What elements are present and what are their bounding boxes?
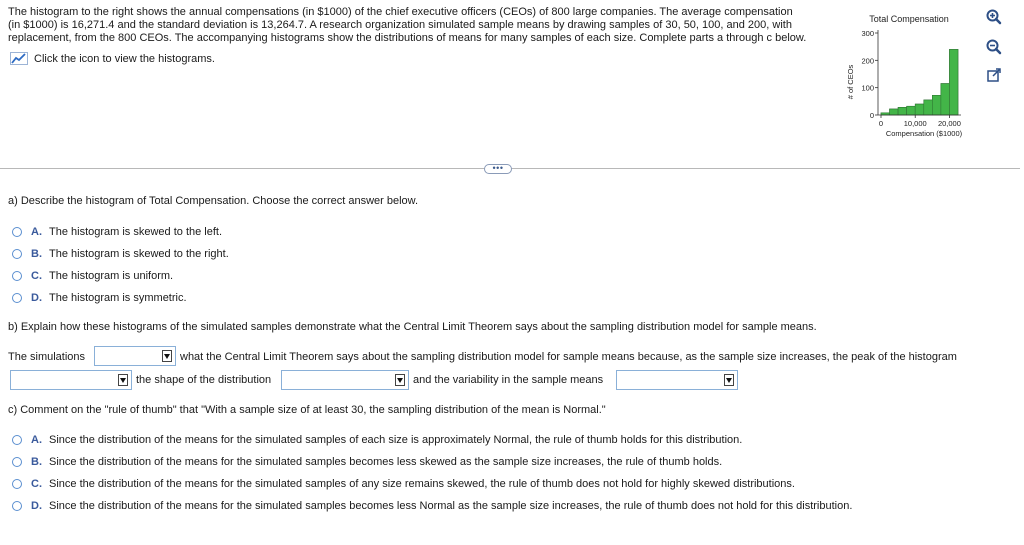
x-tick-label: 20,000 — [937, 119, 961, 128]
chart-xlabel: Compensation ($1000) — [885, 129, 963, 138]
expand-more-button[interactable] — [484, 164, 512, 174]
option-text: The histogram is symmetric. — [49, 292, 187, 304]
option-text: Since the distribution of the means for the simulated samples of any size remains skewed, the rule of thumb does not hold for highly skewed distributions. — [49, 478, 795, 490]
zoom-out-icon[interactable] — [985, 38, 1003, 56]
intro-line-2: (in $1000) is 16,271.4 and the standard deviation is 13,264.7. A research organization simulated sample means by drawing samples of 30, 50, 100, and 200, with — [8, 19, 792, 31]
histogram-bar — [915, 104, 924, 115]
option-letter: A. — [31, 226, 42, 238]
histogram-bar — [898, 107, 907, 115]
option-letter: B. — [31, 456, 42, 468]
part-a-option-c[interactable] — [12, 269, 173, 283]
option-letter: A. — [31, 434, 42, 446]
radio-button[interactable] — [12, 249, 22, 259]
dropdown-arrow-icon — [724, 374, 734, 386]
view-histograms-link[interactable] — [10, 52, 215, 65]
peak-dropdown[interactable] — [10, 370, 132, 390]
dropdown-arrow-icon — [118, 374, 128, 386]
variability-dropdown[interactable] — [616, 370, 738, 390]
y-tick-label: 0 — [869, 111, 874, 120]
histogram-bar — [932, 95, 941, 115]
option-letter: D. — [31, 292, 42, 304]
part-b-prefix: The simulations — [8, 351, 86, 363]
radio-button[interactable] — [12, 271, 22, 281]
part-b-question: b) Explain how these histograms of the simulated samples demonstrate what the Central Limit Theorem says about the sampling distribution model for sample means. — [8, 321, 817, 333]
chart-line-icon[interactable] — [10, 52, 28, 65]
option-text: The histogram is skewed to the right. — [49, 248, 229, 260]
radio-button[interactable] — [12, 435, 22, 445]
x-tick-label: 10,000 — [903, 119, 927, 128]
part-c-option-c[interactable] — [12, 477, 795, 491]
histogram-bar — [941, 84, 950, 115]
popout-icon[interactable] — [985, 66, 1003, 84]
part-b-shape-text: the shape of the distribution — [136, 374, 272, 386]
zoom-in-icon[interactable] — [985, 8, 1003, 26]
radio-button[interactable] — [12, 479, 22, 489]
dropdown-arrow-icon — [395, 374, 405, 386]
part-a-question: a) Describe the histogram of Total Compensation. Choose the correct answer below. — [8, 195, 419, 207]
option-text: Since the distribution of the means for the simulated samples becomes less skewed as the sample size increases, the rule of thumb holds. — [49, 456, 723, 468]
option-letter: C. — [31, 270, 42, 282]
option-letter: B. — [31, 248, 42, 260]
radio-button[interactable] — [12, 227, 22, 237]
part-c-option-b[interactable] — [12, 455, 722, 469]
histogram-bar — [890, 109, 899, 115]
shape-dropdown[interactable] — [281, 370, 409, 390]
part-b-middle: what the Central Limit Theorem says about the sampling distribution model for sample means because, as the sample size increases, the peak of the histogram — [180, 351, 957, 363]
histogram-bar — [924, 100, 933, 115]
part-a-option-d[interactable] — [12, 291, 187, 305]
part-c-question: c) Comment on the "rule of thumb" that "With a sample size of at least 30, the sampling distribution of the mean is Normal." — [8, 404, 606, 416]
part-a-option-b[interactable] — [12, 247, 229, 261]
option-letter: D. — [31, 500, 42, 512]
y-tick-label: 200 — [861, 56, 874, 66]
intro-line-3: replacement, from the 800 CEOs. The accompanying histograms show the distributions of means for many samples of each size. Complete parts a through c below. — [8, 32, 807, 44]
radio-button[interactable] — [12, 501, 22, 511]
option-text: Since the distribution of the means for the simulated samples of each size is approximately Normal, the rule of thumb holds for this distribution. — [49, 434, 743, 446]
part-b-variability-text: and the variability in the sample means — [413, 374, 604, 386]
y-tick-label: 300 — [861, 29, 874, 38]
simulations-dropdown[interactable] — [94, 346, 176, 366]
option-text: The histogram is uniform. — [49, 270, 174, 282]
part-c-option-a[interactable] — [12, 433, 742, 447]
chart-title: Total Compensation — [869, 14, 949, 24]
y-tick-label: 100 — [861, 83, 874, 93]
histogram-bar — [949, 49, 958, 115]
problem-statement — [8, 6, 848, 45]
x-tick-label: 0 — [878, 119, 884, 128]
histogram-bar — [907, 106, 916, 115]
total-compensation-histogram — [838, 8, 988, 148]
option-text: Since the distribution of the means for the simulated samples becomes less Normal as the sample size increases, the rule of thumb does not hold for this distribution. — [49, 500, 853, 512]
radio-button[interactable] — [12, 293, 22, 303]
view-histograms-text: Click the icon to view the histograms. — [34, 52, 215, 65]
intro-line-1: The histogram to the right shows the annual compensations (in $1000) of the chief executive officers (CEOs) of 800 large companies. The average compensation — [8, 6, 793, 18]
radio-button[interactable] — [12, 457, 22, 467]
more-dots: ••• — [492, 162, 504, 173]
option-letter: C. — [31, 478, 42, 490]
option-text: The histogram is skewed to the left. — [49, 226, 223, 238]
dropdown-arrow-icon — [162, 350, 172, 362]
part-a-option-a[interactable] — [12, 225, 222, 239]
chart-ylabel: # of CEOs — [846, 64, 855, 100]
part-c-option-d[interactable] — [12, 499, 852, 513]
